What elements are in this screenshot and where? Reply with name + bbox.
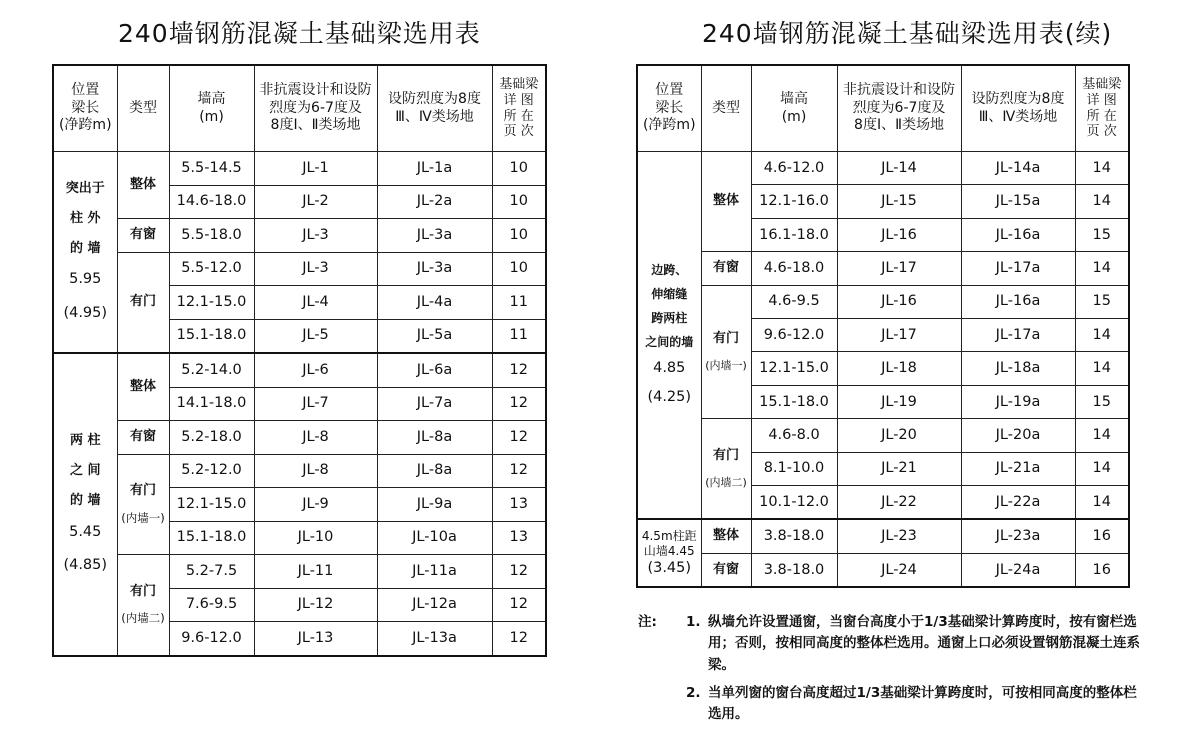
position-line: (4.85) bbox=[63, 557, 108, 574]
header-page-line: 页 次 bbox=[1086, 124, 1117, 140]
page-cell: 11 bbox=[492, 319, 546, 353]
type-cell: 整体 bbox=[701, 519, 751, 553]
type-line: (内墙二) bbox=[705, 475, 747, 489]
page-cell: 14 bbox=[1075, 485, 1129, 519]
type-cell bbox=[701, 285, 751, 419]
wall-height-cell: 4.6-18.0 bbox=[751, 252, 837, 285]
header-seismic-line: Ⅲ、Ⅳ类场地 bbox=[395, 108, 474, 125]
type-cell: 有门 bbox=[117, 252, 169, 353]
header-wall-height-line: (m) bbox=[199, 108, 224, 125]
wall-height-cell: 5.5-18.0 bbox=[169, 219, 254, 253]
beam-code-seismic-cell: JL-7a bbox=[377, 387, 492, 421]
header-non-seismic-line: 非抗震设计和设防 bbox=[843, 81, 955, 98]
beam-code-cell: JL-6 bbox=[254, 353, 377, 387]
beam-code-cell: JL-2 bbox=[254, 185, 377, 219]
position-line: 突出于 bbox=[65, 180, 105, 196]
note-item bbox=[686, 612, 1166, 676]
header-non-seismic-line: 烈度为6-7度及 bbox=[852, 99, 946, 116]
position-line: 4.85 bbox=[653, 360, 686, 377]
header-position-line: (净跨m) bbox=[642, 117, 696, 134]
page-cell: 14 bbox=[1075, 152, 1129, 185]
beam-code-seismic-cell: JL-12a bbox=[377, 588, 492, 622]
position-line: 的 墙 bbox=[69, 240, 101, 256]
header-page-line: 所 在 bbox=[1086, 108, 1117, 124]
header-position bbox=[53, 65, 117, 152]
page-cell: 16 bbox=[1075, 553, 1129, 587]
beam-code-seismic-cell: JL-18a bbox=[961, 352, 1075, 385]
beam-code-cell: JL-4 bbox=[254, 286, 377, 320]
page-cell: 12 bbox=[492, 353, 546, 387]
table-row bbox=[637, 285, 1129, 318]
header-non-seismic-line: 烈度为6-7度及 bbox=[269, 99, 362, 116]
beam-selection-table-left bbox=[52, 64, 547, 657]
beam-code-seismic-cell: JL-16a bbox=[961, 285, 1075, 318]
table-row bbox=[53, 152, 546, 186]
header-position bbox=[637, 65, 701, 152]
position-line: (4.95) bbox=[63, 304, 108, 321]
position-line: (3.45) bbox=[647, 560, 692, 577]
beam-code-cell: JL-8 bbox=[254, 454, 377, 488]
page-cell: 14 bbox=[1075, 452, 1129, 485]
wall-height-cell: 8.1-10.0 bbox=[751, 452, 837, 485]
type-line: 有门 bbox=[712, 448, 739, 464]
header-seismic bbox=[377, 65, 492, 152]
type-line: 有门 bbox=[129, 483, 156, 499]
position-line: 4.5m柱距 bbox=[641, 529, 697, 544]
beam-code-seismic-cell: JL-24a bbox=[961, 553, 1075, 587]
page-cell: 10 bbox=[492, 185, 546, 219]
position-line: 跨两柱 bbox=[651, 311, 688, 326]
type-line: (内墙二) bbox=[121, 611, 165, 626]
wall-height-cell: 5.2-14.0 bbox=[169, 353, 254, 387]
page-cell: 12 bbox=[492, 622, 546, 656]
beam-code-cell: JL-16 bbox=[837, 285, 961, 318]
beam-code-cell: JL-23 bbox=[837, 519, 961, 553]
position-cell bbox=[53, 353, 117, 656]
header-page bbox=[492, 65, 546, 152]
beam-code-cell: JL-12 bbox=[254, 588, 377, 622]
beam-code-seismic-cell: JL-21a bbox=[961, 452, 1075, 485]
table-row bbox=[637, 419, 1129, 452]
page-cell: 14 bbox=[1075, 352, 1129, 385]
header-non-seismic-line: 8度Ⅰ、Ⅱ类场地 bbox=[270, 117, 361, 134]
left-table-title: 240墙钢筋混凝土基础梁选用表 bbox=[118, 19, 481, 48]
beam-code-seismic-cell: JL-22a bbox=[961, 485, 1075, 519]
header-position-line: 位置 bbox=[71, 81, 100, 98]
header-non-seismic bbox=[254, 65, 377, 152]
type-line: (内墙一) bbox=[705, 359, 747, 373]
wall-height-cell: 3.8-18.0 bbox=[751, 553, 837, 587]
beam-selection-table-right bbox=[636, 64, 1130, 588]
position-cell bbox=[53, 152, 117, 354]
wall-height-cell: 7.6-9.5 bbox=[169, 588, 254, 622]
header-non-seismic-line: 非抗震设计和设防 bbox=[259, 81, 372, 98]
beam-code-seismic-cell: JL-17a bbox=[961, 252, 1075, 285]
header-position-line: 位置 bbox=[655, 81, 684, 98]
wall-height-cell: 15.1-18.0 bbox=[169, 319, 254, 353]
type-cell: 有窗 bbox=[117, 219, 169, 253]
page-cell: 16 bbox=[1075, 519, 1129, 553]
position-line: 山墙4.45 bbox=[643, 544, 695, 559]
wall-height-cell: 3.8-18.0 bbox=[751, 519, 837, 553]
page-cell: 15 bbox=[1075, 385, 1129, 418]
header-seismic-line: 设防烈度为8度 bbox=[971, 90, 1065, 107]
beam-code-cell: JL-15 bbox=[837, 185, 961, 218]
wall-height-cell: 14.6-18.0 bbox=[169, 185, 254, 219]
type-line: (内墙一) bbox=[121, 510, 165, 525]
wall-height-cell: 10.1-12.0 bbox=[751, 485, 837, 519]
type-line: 有门 bbox=[712, 331, 739, 347]
beam-code-cell: JL-5 bbox=[254, 319, 377, 353]
position-line: (4.25) bbox=[647, 389, 692, 406]
header-position-line: (净跨m) bbox=[58, 117, 112, 134]
beam-code-cell: JL-21 bbox=[837, 452, 961, 485]
wall-height-cell: 4.6-8.0 bbox=[751, 419, 837, 452]
beam-code-cell: JL-19 bbox=[837, 385, 961, 418]
note-text: 纵墙允许设置通窗，当窗台高度小于1/3基础梁计算跨度时，按有窗栏选用；否则，按相同高度的整体栏选用。通窗上口必须设置钢筋混凝土连系梁。 bbox=[708, 614, 1140, 673]
header-seismic-line: 设防烈度为8度 bbox=[388, 90, 481, 107]
wall-height-cell: 15.1-18.0 bbox=[751, 385, 837, 418]
wall-height-cell: 5.2-7.5 bbox=[169, 555, 254, 589]
position-cell bbox=[637, 519, 701, 587]
page-cell: 12 bbox=[492, 421, 546, 455]
beam-code-cell: JL-18 bbox=[837, 352, 961, 385]
beam-code-seismic-cell: JL-1a bbox=[377, 152, 492, 186]
table-row bbox=[53, 421, 546, 455]
position-line: 伸缩缝 bbox=[651, 287, 688, 302]
page-cell: 14 bbox=[1075, 252, 1129, 285]
table-header-row bbox=[53, 65, 546, 152]
table-row bbox=[637, 519, 1129, 553]
wall-height-cell: 16.1-18.0 bbox=[751, 218, 837, 251]
page-cell: 10 bbox=[492, 219, 546, 253]
beam-code-cell: JL-10 bbox=[254, 521, 377, 555]
beam-code-seismic-cell: JL-2a bbox=[377, 185, 492, 219]
beam-code-seismic-cell: JL-20a bbox=[961, 419, 1075, 452]
wall-height-cell: 4.6-9.5 bbox=[751, 285, 837, 318]
type-cell: 有窗 bbox=[701, 252, 751, 285]
page-cell: 12 bbox=[492, 454, 546, 488]
wall-height-cell: 5.5-14.5 bbox=[169, 152, 254, 186]
wall-height-cell: 9.6-12.0 bbox=[751, 318, 837, 351]
header-wall-height-line: (m) bbox=[781, 108, 807, 125]
page-cell: 15 bbox=[1075, 218, 1129, 251]
page-cell: 11 bbox=[492, 286, 546, 320]
page-cell: 10 bbox=[492, 152, 546, 186]
header-page-line: 基础梁 bbox=[1082, 77, 1122, 93]
type-cell: 有窗 bbox=[701, 553, 751, 587]
beam-code-cell: JL-17 bbox=[837, 318, 961, 351]
beam-code-cell: JL-16 bbox=[837, 218, 961, 251]
beam-code-cell: JL-1 bbox=[254, 152, 377, 186]
header-type: 类型 bbox=[117, 65, 169, 152]
beam-code-cell: JL-14 bbox=[837, 152, 961, 185]
position-cell bbox=[637, 152, 701, 520]
wall-height-cell: 12.1-15.0 bbox=[751, 352, 837, 385]
table-row bbox=[53, 353, 546, 387]
note-item bbox=[686, 683, 1166, 726]
header-non-seismic bbox=[837, 65, 961, 152]
note-number: 1. bbox=[686, 614, 701, 630]
beam-code-seismic-cell: JL-9a bbox=[377, 488, 492, 522]
header-page-line: 页 次 bbox=[503, 124, 534, 140]
wall-height-cell: 5.2-12.0 bbox=[169, 454, 254, 488]
page-cell: 14 bbox=[1075, 185, 1129, 218]
beam-code-seismic-cell: JL-23a bbox=[961, 519, 1075, 553]
beam-code-cell: JL-22 bbox=[837, 485, 961, 519]
header-wall-height-line: 墙高 bbox=[780, 90, 808, 107]
beam-code-seismic-cell: JL-17a bbox=[961, 318, 1075, 351]
beam-code-seismic-cell: JL-13a bbox=[377, 622, 492, 656]
table-row bbox=[637, 152, 1129, 185]
type-line: 有门 bbox=[129, 583, 156, 599]
type-cell bbox=[117, 555, 169, 656]
header-position-line: 梁长 bbox=[71, 99, 100, 116]
wall-height-cell: 12.1-16.0 bbox=[751, 185, 837, 218]
beam-code-cell: JL-7 bbox=[254, 387, 377, 421]
beam-code-seismic-cell: JL-3a bbox=[377, 219, 492, 253]
wall-height-cell: 9.6-12.0 bbox=[169, 622, 254, 656]
position-line: 两 柱 bbox=[69, 433, 101, 449]
header-page-line: 详 图 bbox=[1086, 92, 1117, 108]
beam-code-seismic-cell: JL-8a bbox=[377, 421, 492, 455]
header-wall-height bbox=[169, 65, 254, 152]
type-cell bbox=[117, 454, 169, 555]
header-page-line: 基础梁 bbox=[499, 77, 539, 93]
header-page-line: 所 在 bbox=[503, 108, 534, 124]
beam-code-cell: JL-3 bbox=[254, 219, 377, 253]
beam-code-seismic-cell: JL-8a bbox=[377, 454, 492, 488]
position-line: 柱 外 bbox=[69, 210, 101, 226]
beam-code-cell: JL-13 bbox=[254, 622, 377, 656]
position-line: 的 墙 bbox=[69, 492, 101, 508]
beam-code-seismic-cell: JL-14a bbox=[961, 152, 1075, 185]
page-cell: 12 bbox=[492, 555, 546, 589]
table-row bbox=[637, 252, 1129, 285]
page-cell: 13 bbox=[492, 521, 546, 555]
page-cell: 13 bbox=[492, 488, 546, 522]
header-wall-height bbox=[751, 65, 837, 152]
position-line: 5.45 bbox=[69, 523, 102, 540]
beam-code-seismic-cell: JL-4a bbox=[377, 286, 492, 320]
beam-code-cell: JL-24 bbox=[837, 553, 961, 587]
table-row bbox=[637, 553, 1129, 587]
type-cell bbox=[701, 419, 751, 520]
beam-code-seismic-cell: JL-15a bbox=[961, 185, 1075, 218]
beam-code-seismic-cell: JL-16a bbox=[961, 218, 1075, 251]
header-page bbox=[1075, 65, 1129, 152]
wall-height-cell: 4.6-12.0 bbox=[751, 152, 837, 185]
page-cell: 12 bbox=[492, 387, 546, 421]
type-cell: 整体 bbox=[117, 152, 169, 219]
header-page-line: 详 图 bbox=[503, 92, 534, 108]
header-seismic-line: Ⅲ、Ⅳ类场地 bbox=[978, 108, 1058, 125]
header-wall-height-line: 墙高 bbox=[197, 90, 226, 107]
beam-code-cell: JL-20 bbox=[837, 419, 961, 452]
header-type: 类型 bbox=[701, 65, 751, 152]
note-text: 当单列窗的窗台高度超过1/3基础梁计算跨度时，可按相同高度的整体栏选用。 bbox=[708, 685, 1137, 723]
table-row bbox=[53, 252, 546, 286]
wall-height-cell: 12.1-15.0 bbox=[169, 488, 254, 522]
note-number: 2. bbox=[686, 685, 701, 701]
position-line: 之间的墙 bbox=[645, 335, 694, 350]
beam-code-seismic-cell: JL-11a bbox=[377, 555, 492, 589]
beam-code-cell: JL-17 bbox=[837, 252, 961, 285]
beam-code-cell: JL-3 bbox=[254, 252, 377, 286]
beam-code-seismic-cell: JL-19a bbox=[961, 385, 1075, 418]
wall-height-cell: 5.5-12.0 bbox=[169, 252, 254, 286]
page-cell: 14 bbox=[1075, 318, 1129, 351]
table-row bbox=[53, 219, 546, 253]
position-line: 边跨、 bbox=[651, 263, 688, 278]
table-row bbox=[53, 454, 546, 488]
table-row bbox=[53, 555, 546, 589]
beam-code-cell: JL-8 bbox=[254, 421, 377, 455]
type-cell: 整体 bbox=[701, 152, 751, 252]
beam-code-seismic-cell: JL-5a bbox=[377, 319, 492, 353]
wall-height-cell: 5.2-18.0 bbox=[169, 421, 254, 455]
beam-code-seismic-cell: JL-3a bbox=[377, 252, 492, 286]
notes-label: 注: bbox=[638, 614, 657, 630]
page-cell: 15 bbox=[1075, 285, 1129, 318]
wall-height-cell: 14.1-18.0 bbox=[169, 387, 254, 421]
right-table-title: 240墙钢筋混凝土基础梁选用表(续) bbox=[702, 19, 1113, 48]
beam-code-cell: JL-9 bbox=[254, 488, 377, 522]
header-position-line: 梁长 bbox=[655, 99, 684, 116]
beam-code-cell: JL-11 bbox=[254, 555, 377, 589]
wall-height-cell: 15.1-18.0 bbox=[169, 521, 254, 555]
position-line: 之 间 bbox=[69, 462, 101, 478]
type-cell: 整体 bbox=[117, 353, 169, 421]
page-cell: 10 bbox=[492, 252, 546, 286]
beam-code-seismic-cell: JL-10a bbox=[377, 521, 492, 555]
header-non-seismic-line: 8度Ⅰ、Ⅱ类场地 bbox=[854, 117, 944, 134]
page-cell: 14 bbox=[1075, 419, 1129, 452]
wall-height-cell: 12.1-15.0 bbox=[169, 286, 254, 320]
position-line: 5.95 bbox=[69, 271, 102, 288]
beam-code-seismic-cell: JL-6a bbox=[377, 353, 492, 387]
page-cell: 12 bbox=[492, 588, 546, 622]
table-header-row bbox=[637, 65, 1129, 152]
header-seismic bbox=[961, 65, 1075, 152]
type-cell: 有窗 bbox=[117, 421, 169, 455]
